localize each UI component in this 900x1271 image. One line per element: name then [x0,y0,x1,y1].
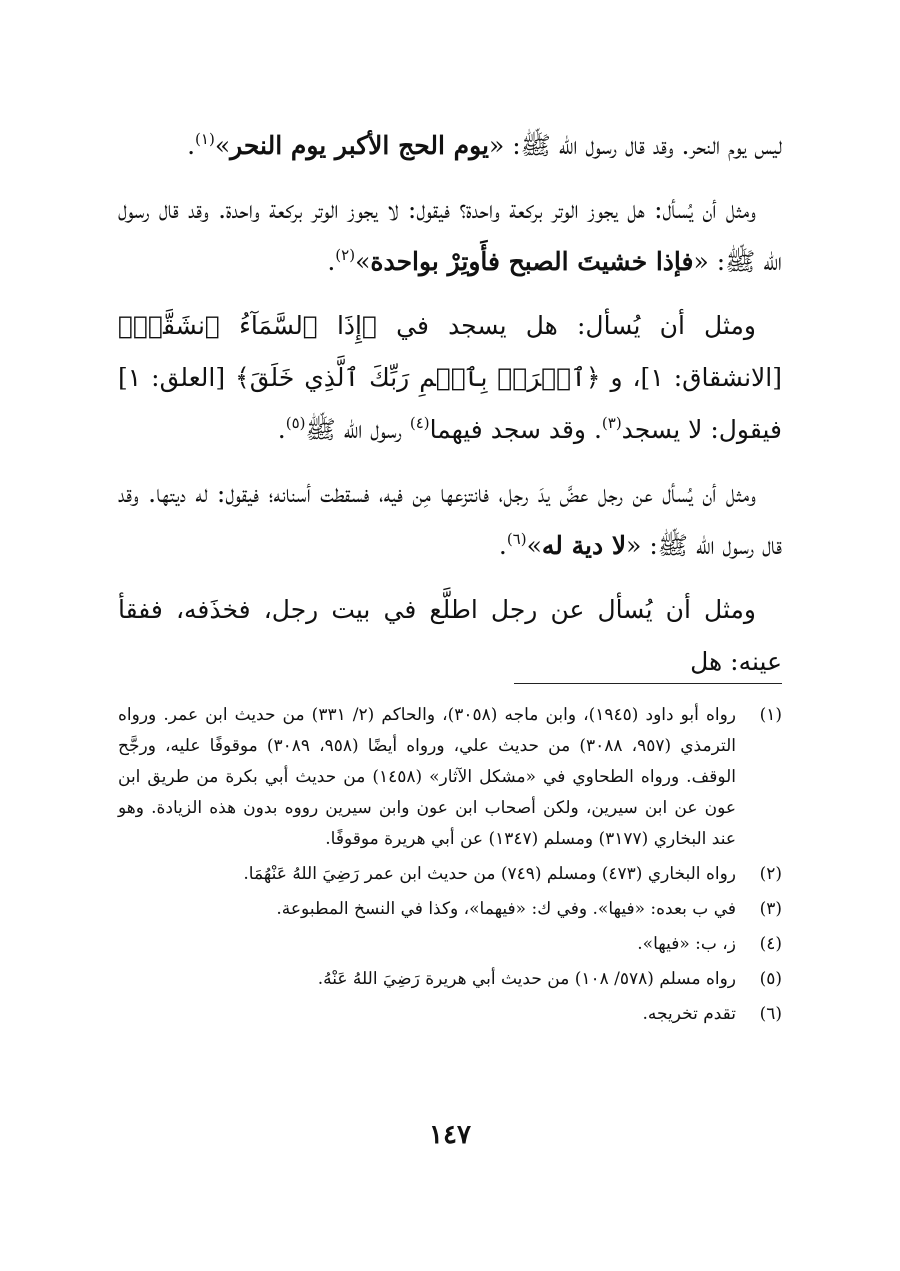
footnote-number: (٢) [759,864,782,884]
main-text [118,120,782,700]
footnote-number: (٤) [759,934,782,954]
footnote-item [118,859,782,890]
footnote-number: (٦) [759,1004,782,1024]
page-number: ١٤٧ [429,1120,471,1150]
footnote-item [118,929,782,960]
hadith-quote: يوم الحج الأكبر يوم النحر [230,131,489,160]
footnote-text: رواه أبو داود (١٩٤٥)، وابن ماجه (٣٠٥٨)، والحاكم (٢/ ٣٣١) من حديث ابن عمر. ورواه الترمذي (٩٥٧، ٣٠٨٨) من حديث علي، ورواه أيضًا (٩٥٨، ٣٠٨٩) موقوفًا عليه، ورجَّح الوقف. ورواه الطحاوي في «مشكل الآثار» (١٤٥٨) من حديث أبي بكرة من طريق ابن عون عن ابن سيرين، ولكن أصحاب ابن عون وابن سيرين رووه بدون هذه الزيادة. وهو عند البخاري (٣١٧٧) ومسلم (١٣٤٧) عن أبي هريرة موقوفًا. [118,705,737,849]
paragraph-3: ومثل أن يُسأل: هل يسجد في ﴿إِذَا ٱلسَّمَآءُ ٱنشَقَّتۡ﴾ [الانشقاق: ١]، و ﴿ٱقۡرَأۡ بِٱسۡمِ رَبِّكَ ٱلَّذِي خَلَقَ﴾ [العلق: ١] فيقول: لا يسجد$^{(٣)}$. وقد سجد فيهما$^{(٤)}$ رسول الله ﷺ$^{(٥)}$. [118,311,783,444]
footnote-divider [514,683,782,684]
footnote-item [118,999,782,1030]
footnote-text: رواه مسلم (٥٧٨/ ١٠٨) من حديث أبي هريرة رَضِيَ اللهُ عَنْهُ. [317,969,736,989]
hadith-quote: لا دية له [541,531,627,560]
footnote-ref[interactable]: (١) [195,130,215,148]
footnote-ref[interactable]: (٢) [335,246,356,264]
footnote-item [118,700,782,855]
footnote-item [118,964,782,995]
footnote-ref[interactable]: (٣) [601,414,622,432]
footnote-item [118,894,782,925]
paragraph-2: ومثل أن يُسأل: هل يجوز الوتر بركعة واحدة؟ فيقول: لا يجوز الوتر بركعة واحدة. وقد قال رسول الله ﷺ: «فإذا خشيتَ الصبح فأَوتِرْ بواحدة»$^{(٢)}$. [118,195,782,276]
footnote-text: في ب بعده: «فيها». وفي ك: «فيهما»، وكذا في النسخ المطبوعة. [276,899,736,919]
footnotes [118,700,782,1034]
paragraph-1: ليس يوم النحر. وقد قال رسول الله ﷺ: «يوم الحج الأكبر يوم النحر»$^{(١)}$. [187,130,782,160]
footnote-text: تقدم تخريجه. [642,1004,736,1024]
footnote-ref[interactable]: (٤) [409,414,430,432]
footnote-text: ز، ب: «فيها». [637,934,736,954]
footnote-ref[interactable]: (٦) [506,530,527,548]
paragraph-5: ومثل أن يُسأل عن رجل اطلَّع في بيت رجل، فخذَفه، ففقأ عينه: هل [118,595,782,676]
footnote-ref[interactable]: (٥) [285,414,306,432]
footnote-text: رواه البخاري (٤٧٣) ومسلم (٧٤٩) من حديث ابن عمر رَضِيَ اللهُ عَنْهُمَا. [243,864,736,884]
footnote-number: (٥) [759,969,782,989]
paragraph-4: ومثل أن يُسأل عن رجل عضَّ يدَ رجل، فانتزعها مِن فيه، فسقطت أسنانه؛ فيقول: له ديتها. وقد قال رسول الله ﷺ: «لا دية له»$^{(٦)}$. [118,479,782,560]
footnote-number: (٣) [759,899,782,919]
hadith-quote: فإذا خشيتَ الصبح فأَوتِرْ بواحدة [370,247,694,276]
footnote-number: (١) [759,705,782,725]
